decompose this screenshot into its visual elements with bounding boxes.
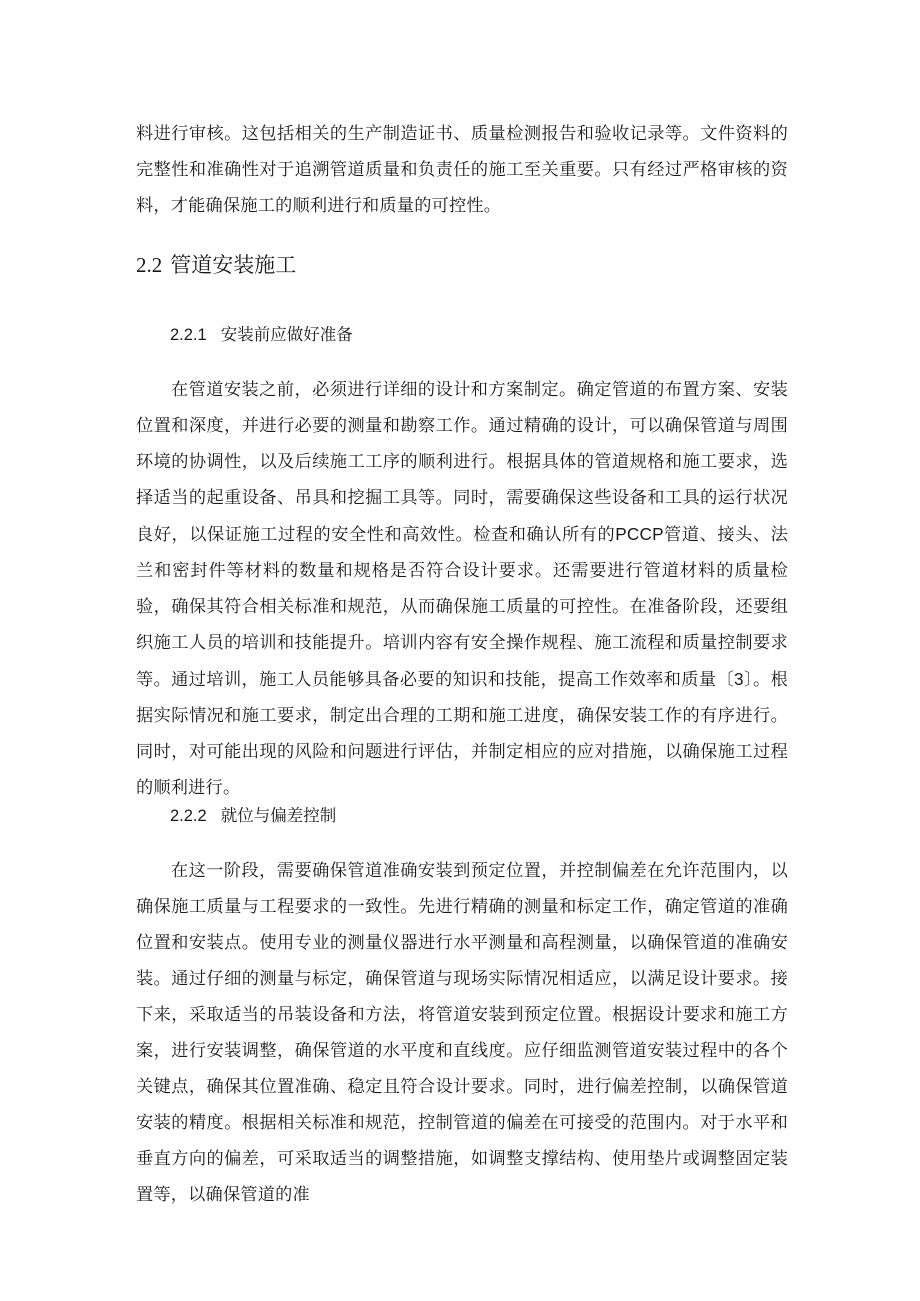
pccp-term: PCCP: [615, 524, 664, 544]
prep-text-3: 。根据实际情况和施工要求，制定出合理的工期和施工进度，确保安装工作的有序进行。同时，对可能出现的风险和问题进行评估，并制定相应的应对措施，以确保施工过程的顺利进行。: [136, 670, 788, 798]
section-heading: [136, 250, 296, 280]
subsection-title-position: 就位与偏差控制: [220, 806, 337, 825]
section-number: 2.2: [136, 253, 163, 277]
section-title: 管道安装施工: [170, 253, 297, 277]
subsection-heading-position: [170, 803, 336, 829]
prep-text-2: 管道、接头、法兰和密封件等材料的数量和规格是否符合设计要求。还需要进行管道材料的质量检验，确保其符合相关标准和规范，从而确保施工质量的可控性。在准备阶段，还要组织施工人员的培训和技能提升。培训内容有安全操作规程、施工流程和质量控制要求等。通过培训，施工人员能够具备必要的知识和技能，提高工作效率和质量: [136, 525, 789, 690]
position-control-paragraph: 在这一阶段，需要确保管道准确安装到预定位置，并控制偏差在允许范围内，以确保施工质量与工程要求的一致性。先进行精确的测量和标定工作，确定管道的准确位置和安装点。使用专业的测量仪器进行水平测量和高程测量，以确保管道的准确安装。通过仔细的测量与标定，确保管道与现场实际情况相适应，以满足设计要求。接下来，采取适当的吊装设备和方法，将管道安装到预定位置。根据设计要求和施工方案，进行安装调整，确保管道的水平度和直线度。应仔细监测管道安装过程中的各个关键点，确保其位置准确、稳定且符合设计要求。同时，进行偏差控制，以确保管道安装的精度。根据相关标准和规范，控制管道的偏差在可接受的范围内。对于水平和垂直方向的偏差，可采取适当的调整措施，如调整支撑结构、使用垫片或调整固定装置等，以确保管道的准: [136, 861, 788, 1205]
subsection-title-prep: 安装前应做好准备: [220, 325, 353, 344]
intro-paragraph: 料进行审核。这包括相关的生产制造证书、质量检测报告和验收记录等。文件资料的完整性和准确性对于追溯管道质量和负责任的施工至关重要。只有经过严格审核的资料，才能确保施工的顺利进行和质量的可控性。: [136, 124, 788, 216]
preparation-paragraph: [136, 372, 788, 806]
citation-ref: 〔3〕: [716, 669, 754, 689]
subsection-number-prep: 2.2.1: [170, 326, 207, 344]
subsection-number-position: 2.2.2: [170, 807, 207, 825]
prep-text-1: 在管道安装之前，必须进行详细的设计和方案制定。确定管道的布置方案、安装位置和深度，并进行必要的测量和勘察工作。通过精确的设计，可以确保管道与周围环境的协调性，以及后续施工工序的顺利进行。根据具体的管道规格和施工要求，选择适当的起重设备、吊具和挖掘工具等。同时，需要确保这些设备和工具的运行状况良好，以保证施工过程的安全性和高效性。检查和确认所有的: [136, 380, 788, 545]
subsection-heading-prep: [170, 322, 353, 348]
